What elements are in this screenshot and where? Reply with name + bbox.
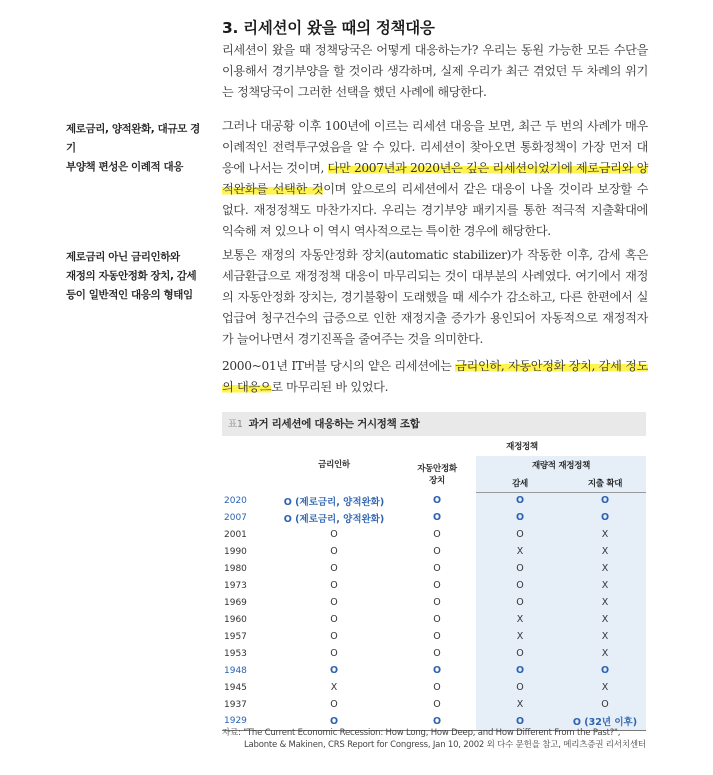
sidenote-line: 부양책 편성은 이례적 대응 (66, 161, 183, 173)
spending-cell: X (564, 560, 646, 577)
tax-cut-cell: X (476, 611, 564, 628)
header-tax-cut: 감세 (476, 474, 564, 492)
paragraph-it-bubble (222, 356, 648, 398)
auto-stabilizer-cell: O (433, 597, 441, 608)
tax-cut-cell: O (476, 662, 564, 679)
year-cell: 2007 (224, 512, 247, 523)
highlighted-text: 금리인하, 자동안정화 장치, 감세 정도의 대응으 (222, 359, 648, 394)
table-row (222, 696, 646, 713)
table-caption (222, 412, 646, 436)
text-span: 그러나 대공황 이후 100년에 이르는 리세션 대응을 보면, 최근 두 번의 사례가 매우 이례적인 전력투구였음을 알 수 있다. 리세션이 찾아오면 통화정책이 가장 먼저 대응에 나서는 것이며, (222, 119, 648, 175)
spending-cell: X (564, 611, 646, 628)
sidenote-line: 재정의 자동안정화 장치, 감세 (66, 270, 197, 282)
year-cell: 2001 (224, 529, 247, 540)
paragraph-auto-stabilizer: 보통은 재정의 자동안정화 장치(automatic stabilizer)가 작동한 이후, 감세 혹은 세금환급으로 재정정책 대응이 마무리되는 것이 대부분의 사례였다. 여기에서 재정의 자동안정화 장치는, 경기불황이 도래했을 때 세수가 감소하고, 다른 한편에서 실업급여 청구건수의 급증으로 인한 재정지출 증가가 용인되어 자동적으로 재정적자가 늘어나면서 경기진폭을 줄여주는 것을 의미한다. (222, 248, 648, 346)
table-row (222, 662, 646, 679)
rate-cut-cell: O (제로금리, 양적완화) (283, 496, 385, 508)
spending-cell: X (564, 526, 646, 543)
auto-stabilizer-cell: O (433, 546, 441, 557)
auto-stabilizer-cell: O (433, 682, 441, 693)
year-cell: 1980 (224, 563, 247, 574)
policy-mix-table (222, 436, 646, 731)
table-row (222, 679, 646, 696)
year-cell: 1969 (224, 597, 247, 608)
rate-cut-cell: O (330, 580, 338, 591)
auto-stabilizer-cell: O (433, 580, 441, 591)
section-title: 3. 리세션이 왔을 때의 정책대응 (222, 19, 435, 37)
table-row (222, 509, 646, 526)
table-number: 표1 (228, 419, 243, 430)
rate-cut-cell: O (제로금리, 양적완화) (283, 513, 385, 525)
auto-stabilizer-cell: O (398, 713, 476, 730)
rate-cut-cell: O (270, 713, 398, 730)
tax-cut-cell: O (476, 645, 564, 662)
spending-cell: O (32년 이후) (564, 713, 646, 730)
table-row (222, 543, 646, 560)
spending-cell: O (564, 662, 646, 679)
tax-cut-cell: X (476, 696, 564, 713)
table-row (222, 492, 646, 509)
sidenote-line: 제로금리, 양적완화, 대규모 경기 (66, 123, 200, 154)
year-cell: 1945 (224, 682, 247, 693)
text-span: 로 마무리된 바 있었다. (271, 380, 389, 394)
tax-cut-cell: O (476, 492, 564, 509)
year-cell: 1937 (224, 699, 247, 710)
sidenote-unusual-response (66, 120, 206, 177)
auto-stabilizer-cell: O (433, 699, 441, 710)
year-cell: 1953 (224, 648, 247, 659)
year-cell: 1960 (224, 614, 247, 625)
tax-cut-cell: X (476, 543, 564, 560)
header-line: 자동안정화 (417, 464, 457, 474)
tax-cut-cell: O (476, 560, 564, 577)
rate-cut-cell: X (330, 682, 338, 693)
source-line: 자료: "The Current Economic Recession: How Long, How Deep, and How Different From the Past?", (222, 728, 621, 738)
tax-cut-cell: O (476, 509, 564, 526)
table-row (222, 611, 646, 628)
spending-cell: X (564, 679, 646, 696)
table-row (222, 526, 646, 543)
auto-stabilizer-cell: O (432, 665, 442, 676)
table-title: 과거 리세션에 대응하는 거시정책 조합 (248, 418, 420, 430)
paragraph-intro: 리세션이 왔을 때 정책당국은 어떻게 대응하는가? 우리는 동원 가능한 모든 수단을 이용해서 경기부양을 할 것이라 생각하며, 실제 우리가 최근 겪었던 두 차례의 위기는 정책당국이 그러한 선택을 했던 사례에 해당한다. (222, 43, 648, 99)
header-year (222, 436, 270, 492)
header-discretionary-fiscal: 재량적 재정정책 (476, 456, 646, 474)
spending-cell: O (564, 696, 646, 713)
table-row (222, 594, 646, 611)
source-line: Labonte & Makinen, CRS Report for Congress, Jan 10, 2002 외 다수 문헌을 참고, 메리츠증권 리서치센터 (244, 740, 646, 750)
rate-cut-cell: O (329, 665, 339, 676)
header-rate-cut: 금리인하 (318, 460, 350, 470)
rate-cut-cell: O (330, 699, 338, 710)
paragraph-recent-cases (222, 116, 648, 242)
highlighted-text: 다만 2007년과 2020년은 깊은 리세션이었기에 제로금리와 양적완화를 선택한 것 (222, 161, 649, 196)
rate-cut-cell: O (330, 563, 338, 574)
rate-cut-cell: O (330, 546, 338, 557)
tax-cut-cell: O (476, 577, 564, 594)
tax-cut-cell: O (476, 679, 564, 696)
spending-cell: X (564, 594, 646, 611)
spending-cell: X (564, 577, 646, 594)
spending-cell: X (564, 543, 646, 560)
spending-cell: O (564, 509, 646, 526)
auto-stabilizer-cell: O (432, 495, 442, 506)
spending-cell: O (564, 492, 646, 509)
text-span: 2000~01년 IT버블 당시의 얕은 리세션에는 (222, 359, 456, 373)
rate-cut-cell: O (330, 614, 338, 625)
tax-cut-cell: O (476, 526, 564, 543)
auto-stabilizer-cell: O (433, 529, 441, 540)
auto-stabilizer-cell: O (433, 563, 441, 574)
tax-cut-cell: X (476, 628, 564, 645)
rate-cut-cell: O (330, 597, 338, 608)
spending-cell: X (564, 645, 646, 662)
rate-cut-cell: O (330, 631, 338, 642)
auto-stabilizer-cell: O (432, 512, 442, 523)
header-spending: 지출 확대 (564, 474, 646, 492)
year-cell: 1957 (224, 631, 247, 642)
tax-cut-cell: O (476, 713, 564, 730)
header-fiscal-policy: 재정정책 (506, 442, 538, 452)
year-cell: 1948 (224, 665, 247, 676)
header-auto-stabilizer (398, 456, 476, 492)
table-source (222, 727, 662, 751)
auto-stabilizer-cell: O (433, 631, 441, 642)
table-row (222, 645, 646, 662)
table-row (222, 577, 646, 594)
text-span: 이며 앞으로의 리세션에서 같은 대응이 나올 것이라 보장할 수 없다. 재정정책도 마찬가지다. 우리는 경기부양 패키지를 통한 적극적 지출확대에 익숙해 져 있으나 이 역시 역사적으로는 특이한 경우에 해당한다. (222, 182, 648, 238)
header-line: 장치 (429, 476, 445, 486)
year-cell: 1973 (224, 580, 247, 591)
sidenote-line: 등이 일반적인 대응의 형태임 (66, 289, 193, 301)
year-cell: 1990 (224, 546, 247, 557)
sidenote-typical-response (66, 248, 206, 305)
table-row (222, 560, 646, 577)
year-cell: 2020 (224, 495, 247, 506)
auto-stabilizer-cell: O (433, 614, 441, 625)
table-row (222, 628, 646, 645)
spending-cell: X (564, 628, 646, 645)
rate-cut-cell: O (330, 529, 338, 540)
year-cell: 1929 (222, 713, 270, 730)
tax-cut-cell: O (476, 594, 564, 611)
sidenote-line: 제로금리 아닌 금리인하와 (66, 251, 180, 263)
auto-stabilizer-cell: O (433, 648, 441, 659)
rate-cut-cell: O (330, 648, 338, 659)
